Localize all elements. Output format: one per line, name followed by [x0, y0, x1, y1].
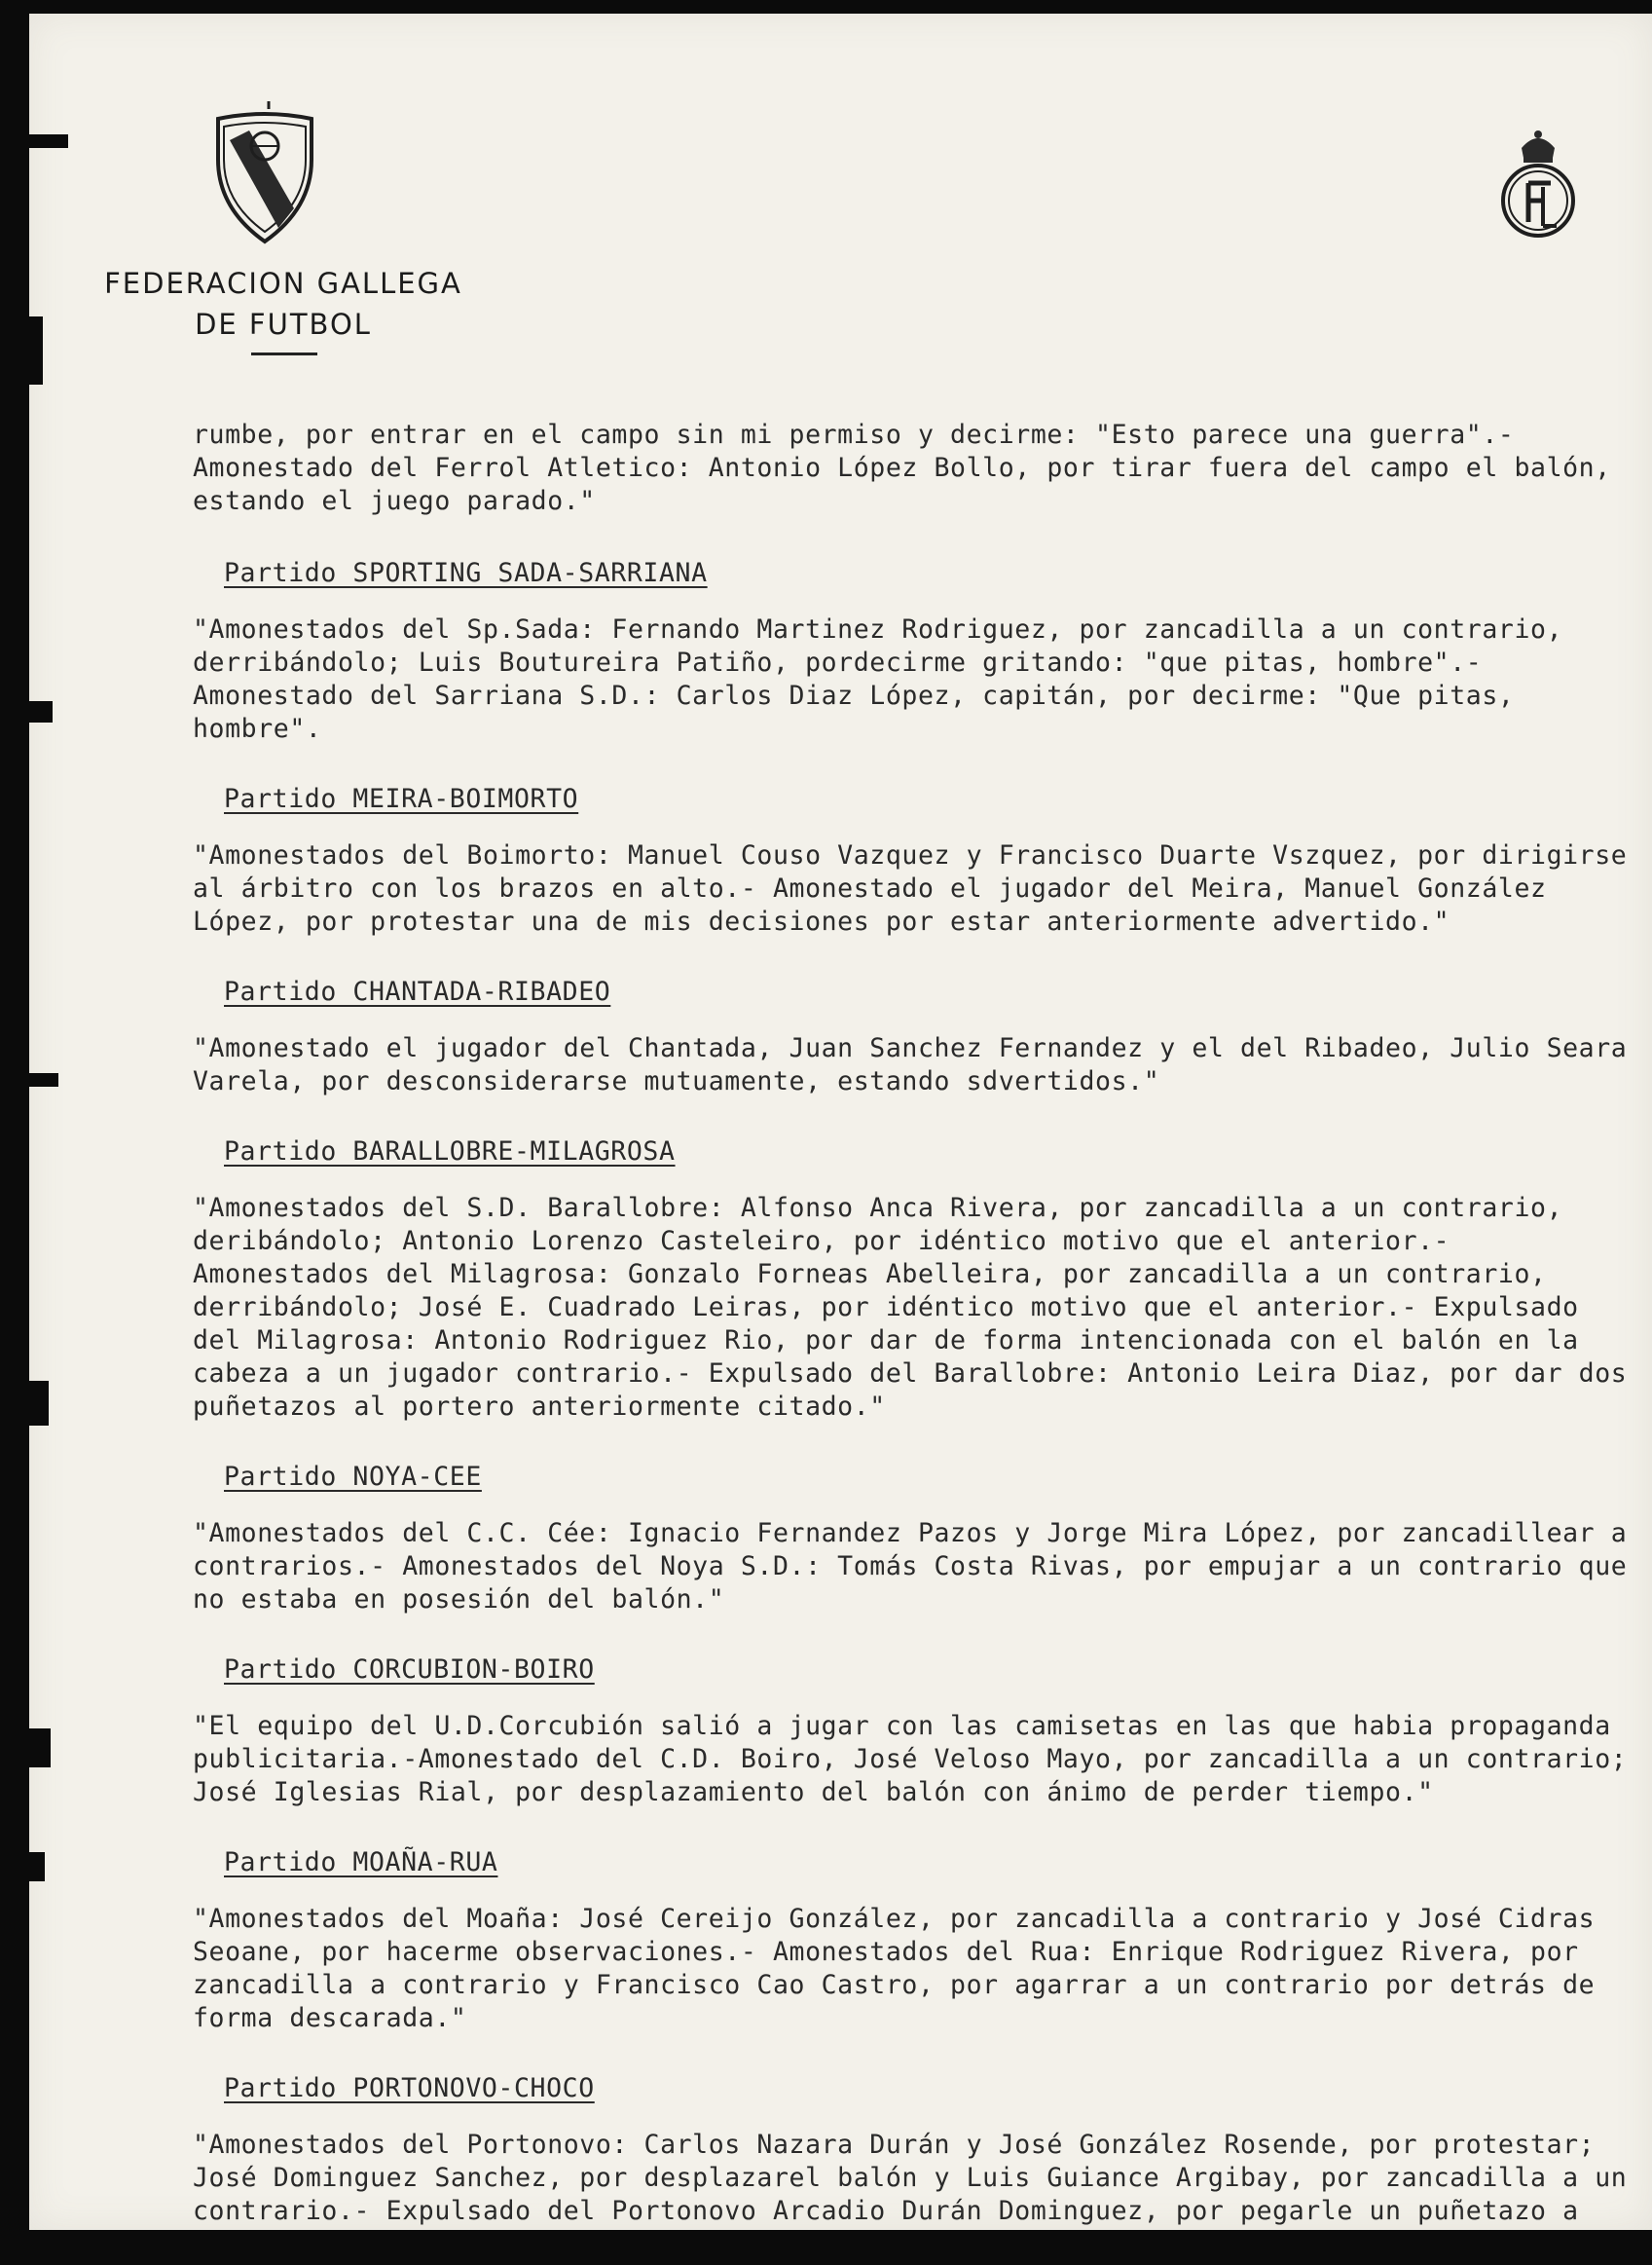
- match-section: [193, 1653, 1632, 1809]
- edge-notch: [29, 1381, 49, 1426]
- match-report: "Amonestados del S.D. Barallobre: Alfonso Anca Rivera, por zancadilla a un contrario, deribándolo; Antonio Lorenzo Casteleiro, por idéntico motivo que el anterior.- Amonestados del Milagrosa: Gonzalo Forneas Abelleira, por zancadilla a un contrario, derribándolo; José E. Cuadrado Leiras, por idéntico motivo que el anterior.- Expulsado del Milagrosa: Antonio Rodriguez Rio, por dar de forma intencionada con el balón en la cabeza a un jugador contrario.- Expulsado del Barallobre: Antonio Leira Diaz, por dar dos puñetazos al portero anteriormente citado.": [193, 1193, 1628, 1422]
- crowned-monogram-icon: [1494, 127, 1582, 243]
- match-heading: Partido CORCUBION-BOIRO: [224, 1654, 595, 1685]
- edge-notch: [29, 316, 43, 385]
- match-report: "Amonestados del Moaña: José Cereijo González, por zancadilla a contrario y José Cidras Seoane, por hacerme observaciones.- Amonestados del Rua: Enrique Rodriguez Rivera, por zancadilla a contrario y Francisco Cao Castro, por agarrar a un contrario por detrás de forma descarada.": [193, 1904, 1596, 2033]
- match-section: [193, 783, 1632, 939]
- match-heading: Partido BARALLOBRE-MILAGROSA: [224, 1136, 676, 1167]
- edge-notch: [29, 1852, 45, 1881]
- match-heading: Partido MOAÑA-RUA: [224, 1847, 498, 1877]
- match-section: [193, 1135, 1632, 1424]
- match-section: [193, 1846, 1632, 2035]
- match-section: [193, 557, 1632, 746]
- edge-notch: [29, 1728, 51, 1767]
- match-report: "Amonestados del Boimorto: Manuel Couso Vazquez y Francisco Duarte Vszquez, por dirigirse al árbitro con los brazos en alto.- Amonestado el jugador del Meira, Manuel González López, por protestar una de mis decisiones por estar anteriormente advertido.": [193, 840, 1628, 937]
- match-report: "Amonestados del Portonovo: Carlos Nazara Durán y José González Rosende, por protestar; José Dominguez Sanchez, por desplazarel balón y Luis Guiance Argibay, por zancadilla a un contrario.- Expulsado del Portonovo Arcadio Durán Dominguez, por pegarle un puñetazo a: [193, 2130, 1628, 2226]
- intro-paragraph: rumbe, por entrar en el campo sin mi permiso y decirme: "Esto parece una guerra".- Amonestado del Ferrol Atletico: Antonio López Bollo, por tirar fuera del campo el balón, estando el juego parado.": [193, 420, 1611, 516]
- match-heading: Partido SPORTING SADA-SARRIANA: [224, 558, 708, 588]
- match-heading: Partido NOYA-CEE: [224, 1462, 482, 1492]
- organization-name-line1: FEDERACION GALLEGA: [104, 267, 462, 300]
- match-heading: Partido MEIRA-BOIMORTO: [224, 784, 579, 814]
- match-heading: Partido CHANTADA-RIBADEO: [224, 977, 611, 1007]
- match-report: "El equipo del U.D.Corcubión salió a jugar con las camisetas en las que habia propaganda publicitaria.-Amonestado del C.D. Boiro, José Veloso Mayo, por zancadilla a un contrario; José Iglesias Rial, por desplazamiento del balón con ánimo de perder tiempo.": [193, 1711, 1628, 1807]
- edge-notch: [29, 701, 53, 723]
- organization-name-line2: DE FUTBOL: [195, 308, 372, 341]
- match-report: "Amonestados del Sp.Sada: Fernando Martinez Rodriguez, por zancadilla a un contrario, derribándolo; Luis Boutureira Patiño, pordecirme gritando: "que pitas, hombre".- Amonestado del Sarriana S.D.: Carlos Diaz López, capitán, por decirme: "Que pitas, hombre".: [193, 614, 1563, 744]
- match-section: [193, 1461, 1632, 1616]
- edge-notch: [29, 1073, 58, 1087]
- edge-notch: [29, 134, 68, 148]
- match-section: [193, 2072, 1632, 2228]
- match-report: "Amonestado el jugador del Chantada, Juan Sanchez Fernandez y el del Ribadeo, Julio Seara Varela, por desconsiderarse mutuamente, estando sdvertidos.": [193, 1033, 1628, 1096]
- shield-crest-icon: [210, 101, 319, 247]
- letterhead-divider: [251, 353, 317, 355]
- organization-name: [64, 263, 502, 345]
- match-section: [193, 976, 1632, 1098]
- match-report: "Amonestados del C.C. Cée: Ignacio Fernandez Pazos y Jorge Mira López, por zancadillear a contrarios.- Amonestados del Noya S.D.: Tomás Costa Rivas, por empujar a un contrario que no estaba en posesión del balón.": [193, 1518, 1628, 1615]
- report-body: [193, 419, 1632, 2265]
- match-heading: Partido PORTONOVO-CHOCO: [224, 2073, 595, 2103]
